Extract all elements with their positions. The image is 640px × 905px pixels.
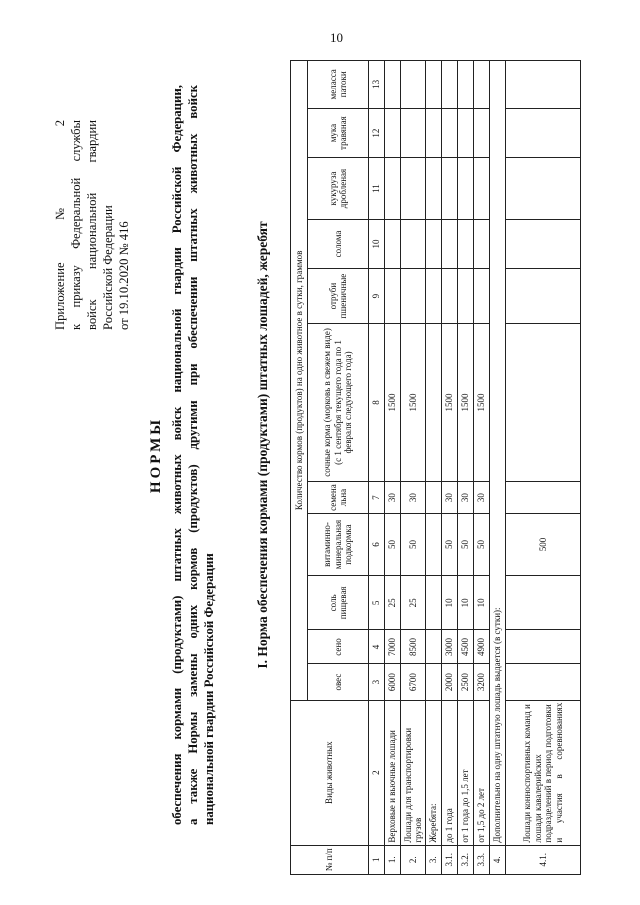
cell-value: 30 (474, 482, 490, 514)
cell-value: 50 (458, 513, 474, 575)
cell-value: 1500 (474, 323, 490, 481)
title-subtitle (169, 85, 217, 825)
row-name: Лошади для транспортировки грузов (401, 700, 426, 845)
header-no: № п/п (291, 845, 369, 874)
cell-value: 30 (385, 482, 401, 514)
cell-value (458, 158, 474, 219)
row-number: 4.1. (506, 845, 581, 874)
cell-value (401, 61, 426, 109)
header-col: кукуруза дробленая (308, 158, 369, 219)
cell-value (401, 108, 426, 158)
header-group: Количество кормов (продуктов) на одно животное в сутки, граммов (291, 61, 308, 701)
cell-value (458, 61, 474, 109)
cell-value (458, 219, 474, 269)
cell-value: 10 (458, 576, 474, 630)
cell-value (426, 323, 442, 481)
cell-value: 8500 (401, 630, 426, 664)
table-row (385, 61, 401, 875)
cell-value: 7000 (385, 630, 401, 664)
cell-value (401, 269, 426, 323)
row-number: 4. (490, 845, 506, 874)
header-col: овес (308, 664, 369, 700)
cell-value (426, 158, 442, 219)
row-number: 3.3. (474, 845, 490, 874)
header-col: солома (308, 219, 369, 269)
appendix-line: Российской Федерации (101, 205, 115, 330)
row-name: Верховые и вьючные лошади (385, 700, 401, 845)
cell-value (401, 219, 426, 269)
cell-value: 1500 (458, 323, 474, 481)
document-title (148, 85, 217, 825)
table-row (490, 61, 506, 875)
cell-value: 50 (385, 513, 401, 575)
column-number: 4 (369, 630, 385, 664)
title-line: а также Нормы замены одних кормов (продуктов) другими при обеспечении штатных животных войск (186, 85, 200, 825)
cell-value: 3000 (442, 630, 458, 664)
column-number: 1 (369, 845, 385, 874)
cell-value (442, 61, 458, 109)
cell-value (506, 482, 581, 514)
row-number: 2. (401, 845, 426, 874)
row-number: 3. (426, 845, 442, 874)
row-name: Жеребята: (426, 700, 442, 845)
section-title: I. Норма обеспечения кормами (продуктами) штатных лошадей, жеребят (255, 221, 270, 669)
cell-value (458, 108, 474, 158)
cell-value: 50 (442, 513, 458, 575)
cell-value (506, 61, 581, 109)
table-row (426, 61, 442, 875)
row-number: 3.2. (458, 845, 474, 874)
cell-value (426, 482, 442, 514)
header-col: соль пищевая (308, 576, 369, 630)
cell-value (506, 108, 581, 158)
row-number: 3.1. (442, 845, 458, 874)
cell-value (474, 158, 490, 219)
cell-value (442, 108, 458, 158)
cell-value (506, 576, 581, 630)
row-note: Дополнительно на одну штатную лошадь выдается (в сутки): (490, 61, 506, 846)
cell-value: 30 (442, 482, 458, 514)
cell-value: 10 (474, 576, 490, 630)
cell-value: 3200 (474, 664, 490, 700)
title-heading: НОРМЫ (148, 416, 164, 494)
cell-value: 50 (401, 513, 426, 575)
cell-value (506, 664, 581, 700)
cell-value (401, 158, 426, 219)
cell-value (426, 61, 442, 109)
cell-value: 6000 (385, 664, 401, 700)
table-body (385, 61, 490, 875)
header-col: витаминно-минеральная подкормка (308, 513, 369, 575)
table-row (474, 61, 490, 875)
appendix-line: войск национальной гвардии (85, 120, 99, 330)
column-number: 6 (369, 513, 385, 575)
column-number: 7 (369, 482, 385, 514)
cell-value (474, 269, 490, 323)
cell-value (506, 269, 581, 323)
cell-value (442, 269, 458, 323)
cell-value: 30 (401, 482, 426, 514)
title-line: обеспечения кормами (продуктами) штатных животных войск национальной гвардии Российской Федерации, (170, 85, 184, 825)
row-number: 1. (385, 845, 401, 874)
cell-value (442, 219, 458, 269)
cell-value (506, 323, 581, 481)
table-row (506, 61, 581, 875)
column-number: 5 (369, 576, 385, 630)
cell-value: 500 (506, 513, 581, 575)
cell-value: 1500 (401, 323, 426, 481)
cell-value: 10 (442, 576, 458, 630)
appendix-line: Приложение № 2 (53, 120, 67, 330)
cell-value (474, 219, 490, 269)
column-number: 13 (369, 61, 385, 109)
cell-value (506, 219, 581, 269)
cell-value: 4900 (474, 630, 490, 664)
cell-value (385, 219, 401, 269)
row-name: от 1 года до 1,5 лет (458, 700, 474, 845)
appendix-line: к приказу Федеральной службы (69, 120, 83, 330)
cell-value: 25 (385, 576, 401, 630)
column-number: 3 (369, 664, 385, 700)
row-name: от 1,5 до 2 лет (474, 700, 490, 845)
cell-value (426, 108, 442, 158)
header-col: семена льна (308, 482, 369, 514)
appendix-block (52, 120, 132, 330)
appendix-line: от 19.10.2020 № 416 (117, 221, 131, 330)
cell-value (426, 269, 442, 323)
page-number: 10 (330, 30, 343, 45)
cell-value: 1500 (442, 323, 458, 481)
cell-value (385, 158, 401, 219)
norms-table (290, 60, 581, 875)
cell-value: 30 (458, 482, 474, 514)
header-col: сено (308, 630, 369, 664)
column-number: 9 (369, 269, 385, 323)
cell-value: 1500 (385, 323, 401, 481)
cell-value (474, 108, 490, 158)
column-number: 8 (369, 323, 385, 481)
column-number: 11 (369, 158, 385, 219)
table-row (458, 61, 474, 875)
column-number-row (369, 61, 385, 875)
cell-value (458, 269, 474, 323)
cell-value: 6700 (401, 664, 426, 700)
header-col: отруби пшеничные (308, 269, 369, 323)
cell-value: 4500 (458, 630, 474, 664)
cell-value: 2500 (458, 664, 474, 700)
cell-value (426, 664, 442, 700)
row-name: Лошади конноспортивных команд и лошади кавалерийских подразделений в период подготовки и участия в соревнованиях (506, 700, 581, 845)
cell-value (426, 630, 442, 664)
column-number: 10 (369, 219, 385, 269)
cell-value (474, 61, 490, 109)
cell-value (506, 630, 581, 664)
cell-value (442, 158, 458, 219)
cell-value: 50 (474, 513, 490, 575)
header-col: меласса патоки (308, 61, 369, 109)
header-col: мука травяная (308, 108, 369, 158)
cell-value (506, 158, 581, 219)
cell-value (426, 219, 442, 269)
column-number: 12 (369, 108, 385, 158)
row-name: до 1 года (442, 700, 458, 845)
cell-value: 25 (401, 576, 426, 630)
header-col: сочные корма (морковь в свежем виде) (с 1 сентября текущего года по 1 февраля следующего года) (308, 323, 369, 481)
column-number: 2 (369, 700, 385, 845)
header-kind: Виды животных (291, 700, 369, 845)
cell-value (426, 576, 442, 630)
cell-value (385, 269, 401, 323)
cell-value (385, 108, 401, 158)
table-row (401, 61, 426, 875)
table-row (442, 61, 458, 875)
cell-value (426, 513, 442, 575)
cell-value (385, 61, 401, 109)
cell-value: 2000 (442, 664, 458, 700)
title-line: национальной гвардии Российской Федерации (202, 553, 216, 825)
